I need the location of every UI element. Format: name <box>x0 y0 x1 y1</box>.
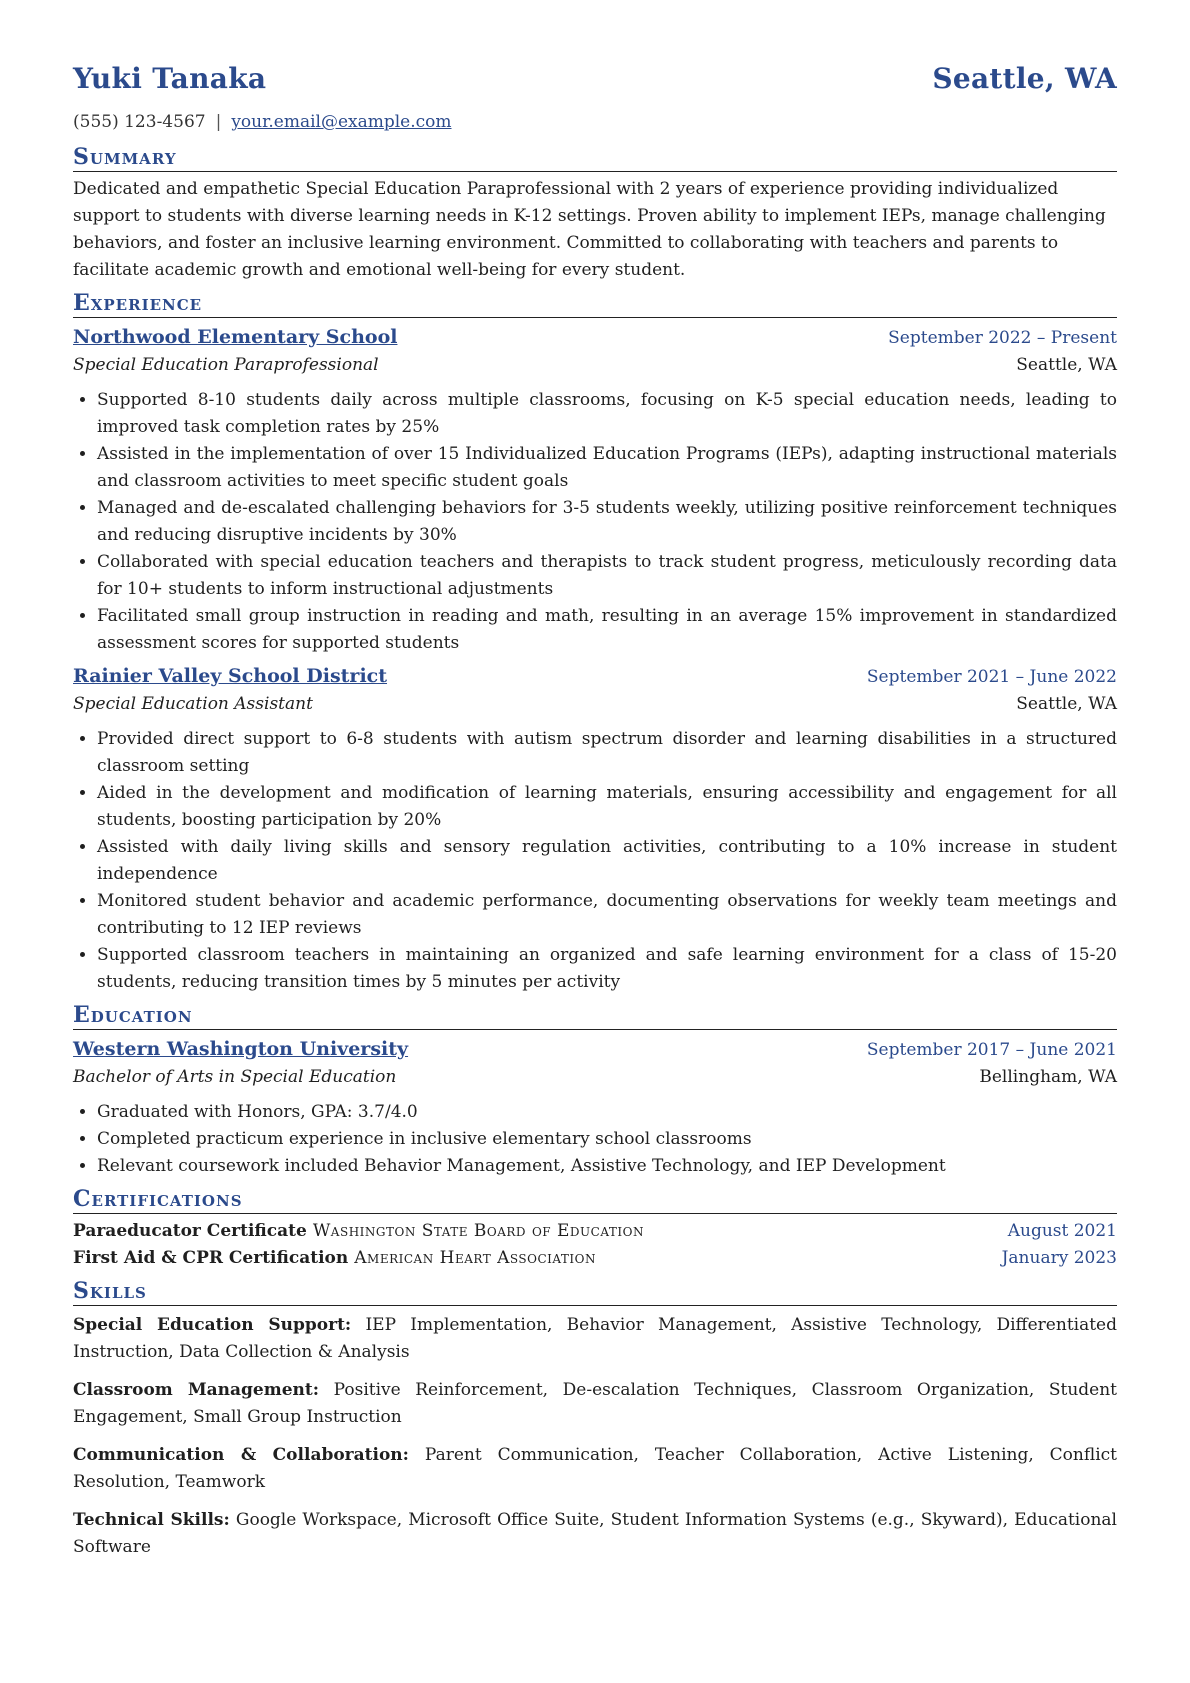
bullet-item: • Monitored student behavior and academic performance, documenting observations for weekly team meetings and contributing to 12 IEP reviews <box>97 888 1117 942</box>
certification-date: August 2021 <box>1007 1221 1117 1241</box>
certification-issuer: American Heart Association <box>354 1248 596 1268</box>
skill-group <box>73 1507 1117 1561</box>
section-title-skills: Skills <box>73 1278 1117 1306</box>
email-link[interactable]: your.email@example.com <box>231 112 452 132</box>
bullet-item: • Collaborated with special education teachers and therapists to track student progress, meticulously recording data for 10+ students to inform instructional adjustments <box>97 549 1117 603</box>
education-entry <box>73 1036 1117 1180</box>
bullet-item: • Supported classroom teachers in maintaining an organized and safe learning environment for a class of 15-20 students, reducing transition times by 5 minutes per activity <box>97 942 1117 996</box>
employment-dates: September 2022 – Present <box>888 328 1117 348</box>
certification-date: January 2023 <box>1001 1248 1117 1268</box>
skill-group-text: Parent Communication, Teacher Collaboration, Active Listening, Conflict Resolution, Teamwork <box>73 1445 1117 1492</box>
certification-issuer: Washington State Board of Education <box>312 1221 644 1241</box>
job-location: Seattle, WA <box>1016 694 1117 714</box>
education-dates: September 2017 – June 2021 <box>866 1040 1117 1060</box>
job-title: Special Education Paraprofessional <box>73 355 379 375</box>
certification-name: First Aid & CPR Certification <box>73 1248 349 1268</box>
bullet-item: • Managed and de-escalated challenging behaviors for 3-5 students weekly, utilizing positive reinforcement techniques and reducing disruptive incidents by 30% <box>97 495 1117 549</box>
skill-group-label: Communication & Collaboration: <box>73 1445 409 1465</box>
certification-row <box>73 1245 1117 1272</box>
bullet-list <box>73 1099 1117 1180</box>
certification-row <box>73 1218 1117 1245</box>
employment-dates: September 2021 – June 2022 <box>866 667 1117 687</box>
education-section <box>73 1002 1117 1180</box>
bullet-item: • Relevant coursework included Behavior Management, Assistive Technology, and IEP Development <box>97 1153 1117 1180</box>
bullet-item: • Completed practicum experience in inclusive elementary school classrooms <box>97 1126 1117 1153</box>
certifications-section <box>73 1186 1117 1272</box>
bullet-item: • Assisted in the implementation of over 15 Individualized Education Programs (IEPs), adapting instructional materials and classroom activities to meet specific student goals <box>97 441 1117 495</box>
bullet-item: • Graduated with Honors, GPA: 3.7/4.0 <box>97 1099 1117 1126</box>
skill-group-text: Google Workspace, Microsoft Office Suite, Student Information Systems (e.g., Skyward), Educational Software <box>73 1510 1117 1557</box>
school-link[interactable]: Western Washington University <box>73 1038 409 1060</box>
skill-group <box>73 1312 1117 1366</box>
bullet-item: • Provided direct support to 6-8 students with autism spectrum disorder and learning disabilities in a structured classroom setting <box>97 726 1117 780</box>
summary-text: Dedicated and empathetic Special Education Paraprofessional with 2 years of experience providing individualized support to students with diverse learning needs in K-12 settings. Proven ability to implement IEPs, manage challenging behaviors, and foster an inclusive learning environment. Committed to collaborating with teachers and parents to facilitate academic growth and emotional well-being for every student. <box>73 179 1106 280</box>
summary-section <box>73 144 1117 284</box>
job-location: Seattle, WA <box>1016 355 1117 375</box>
skill-group-text: IEP Implementation, Behavior Management, Assistive Technology, Differentiated Instruction, Data Collection & Analysis <box>73 1315 1117 1362</box>
skill-group <box>73 1442 1117 1496</box>
job-title: Special Education Assistant <box>73 694 313 714</box>
contact-line <box>73 112 1117 138</box>
resume-header <box>73 62 1117 106</box>
employer-link[interactable]: Rainier Valley School District <box>73 665 388 687</box>
phone-number: (555) 123-4567 <box>73 112 206 132</box>
skill-group-text: Positive Reinforcement, De-escalation Techniques, Classroom Organization, Student Engagement, Small Group Instruction <box>73 1380 1118 1427</box>
bullet-item: • Assisted with daily living skills and sensory regulation activities, contributing to a 10% increase in student independence <box>97 834 1117 888</box>
section-title-summary: Summary <box>73 144 1117 172</box>
school-location: Bellingham, WA <box>979 1067 1117 1087</box>
section-title-education: Education <box>73 1002 1117 1030</box>
section-title-certifications: Certifications <box>73 1186 1117 1214</box>
degree: Bachelor of Arts in Special Education <box>73 1067 397 1087</box>
employer-link[interactable]: Northwood Elementary School <box>73 326 398 348</box>
bullet-item: • Aided in the development and modification of learning materials, ensuring accessibility and engagement for all students, boosting participation by 20% <box>97 780 1117 834</box>
contact-separator: | <box>215 112 222 132</box>
skill-group-label: Special Education Support: <box>73 1315 352 1335</box>
bullet-list <box>73 726 1117 996</box>
bullet-list <box>73 387 1117 657</box>
experience-entry <box>73 663 1117 996</box>
skill-group-label: Technical Skills: <box>73 1510 230 1530</box>
experience-section <box>73 290 1117 996</box>
candidate-name: Yuki Tanaka <box>73 62 267 95</box>
bullet-item: • Facilitated small group instruction in reading and math, resulting in an average 15% improvement in standardized assessment scores for supported students <box>97 603 1117 657</box>
candidate-location: Seattle, WA <box>932 62 1117 95</box>
experience-entry <box>73 324 1117 657</box>
skill-group <box>73 1377 1117 1431</box>
bullet-item: • Supported 8-10 students daily across multiple classrooms, focusing on K-5 special education needs, leading to improved task completion rates by 25% <box>97 387 1117 441</box>
certification-name: Paraeducator Certificate <box>73 1221 307 1241</box>
skill-group-label: Classroom Management: <box>73 1380 320 1400</box>
section-title-experience: Experience <box>73 290 1117 318</box>
skills-section <box>73 1278 1117 1561</box>
